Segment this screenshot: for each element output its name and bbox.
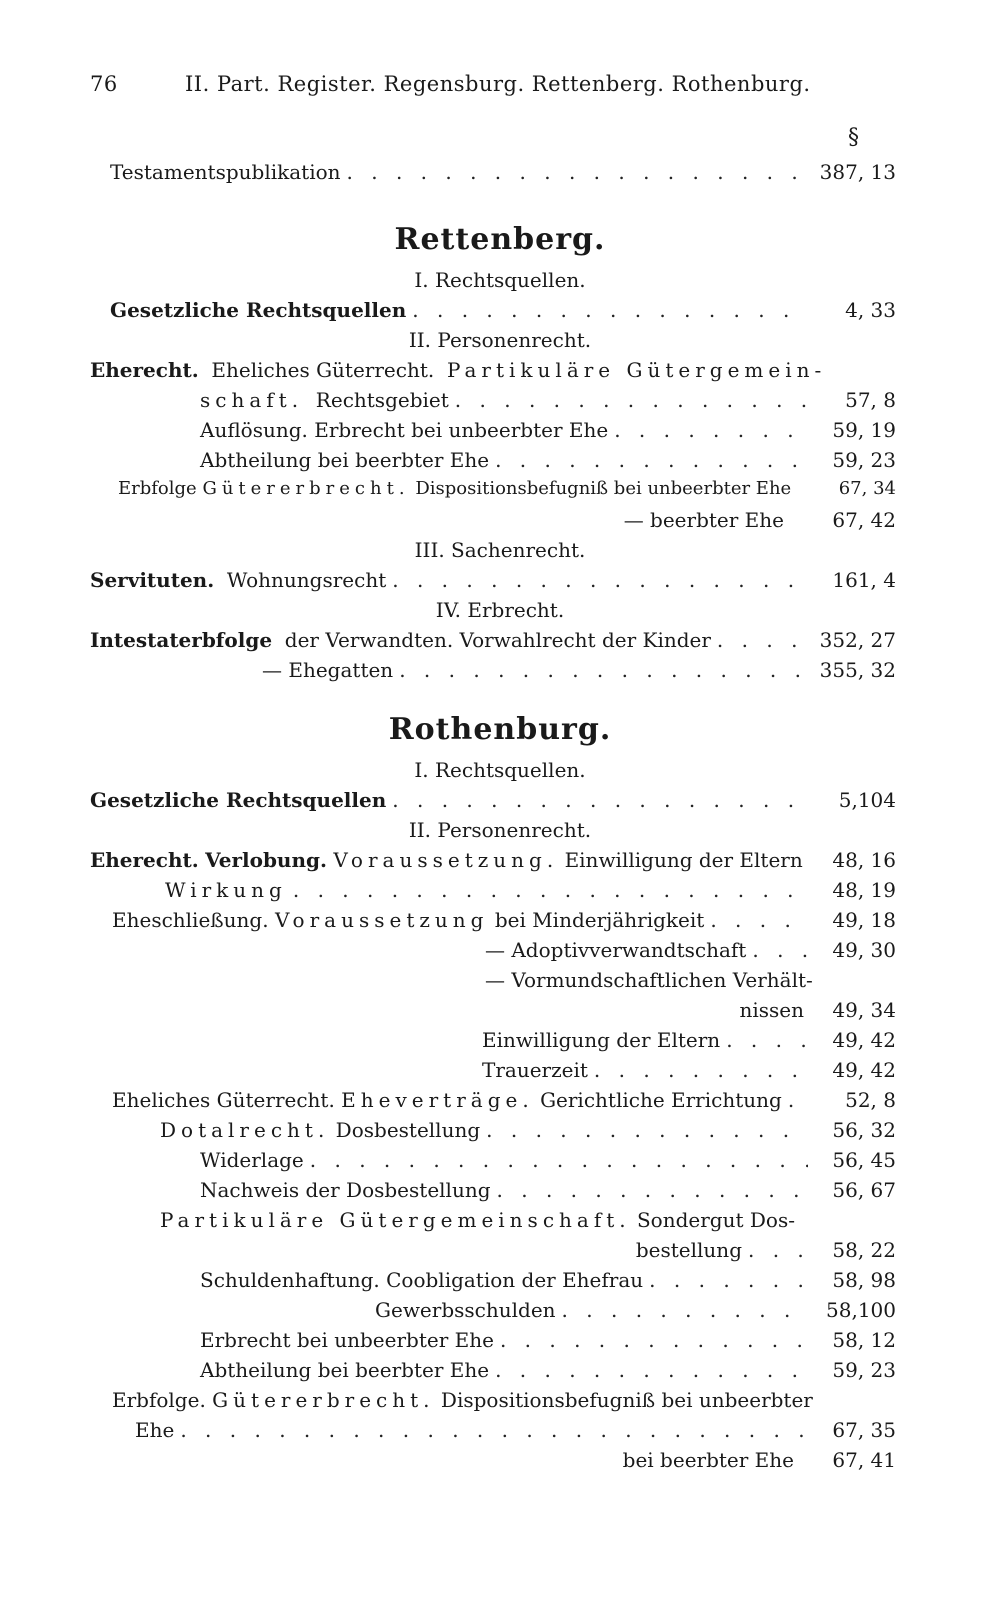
index-entry: Nachweis der Dosbestellung . . . 56, 67 (200, 1178, 896, 1208)
index-entry: Eherecht. Eheliches Güterrecht. Partikuläre Gütergemein- (90, 358, 827, 382)
index-entry: Trauerzeit . . . 49, 42 (482, 1058, 896, 1088)
subsection-heading: I. Rechtsquellen. (414, 758, 586, 782)
index-entry: schaft. Rechtsgebiet . . . 57, 8 (120, 388, 896, 418)
index-entry: Abtheilung bei beerbter Ehe . . . 59, 23 (200, 448, 896, 478)
index-entry: Gesetzliche Rechtsquellen . . . 5,104 (90, 788, 896, 818)
index-entry: Eherecht. Verlobung. Voraussetzung. Einwilligung der Eltern 48, 16 (90, 848, 896, 872)
index-entry: Erbfolge. Gütererbrecht. Dispositionsbefugniß bei unbeerbter (112, 1388, 813, 1412)
index-entry: Dotalrecht. Dosbestellung . . . 56, 32 (160, 1118, 896, 1148)
running-header (90, 72, 890, 96)
index-entry: — Vormundschaftlichen Verhält- (485, 968, 813, 992)
index-entry: Ehe . . . 67, 35 (135, 1418, 896, 1448)
index-entry: Abtheilung bei beerbter Ehe . . . 59, 23 (200, 1358, 896, 1388)
index-entry: Partikuläre Gütergemeinschaft. Sondergut Dos- (160, 1208, 795, 1232)
index-entry: Widerlage . . . 56, 45 (200, 1148, 896, 1178)
index-entry: Erbrecht bei unbeerbter Ehe . . . 58, 12 (200, 1328, 896, 1358)
index-entry: Auflösung. Erbrecht bei unbeerbter Ehe . . . 59, 19 (200, 418, 896, 448)
subsection-heading: III. Sachenrecht. (414, 538, 586, 562)
index-entry: — Ehegatten . . . 355, 32 (262, 658, 896, 688)
index-entry: bestellung . . . 58, 22 (110, 1238, 896, 1268)
index-entry: Gewerbsschulden . . . 58,100 (375, 1298, 896, 1328)
index-entry: Testamentspublikation . . . 387, 13 (110, 160, 896, 190)
running-title: II. Part. Register. Regensburg. Rettenberg. Rothenburg. (185, 72, 811, 96)
index-entry: bei beerbter Ehe 67, 41 (622, 1448, 896, 1472)
index-entry: — beerbter Ehe 67, 42 (623, 508, 896, 532)
page-number: 76 (90, 72, 118, 96)
index-entry: Servituten. Wohnungsrecht . . . 161, 4 (90, 568, 896, 598)
index-entry: Eheliches Güterrecht. Eheverträge. Gerichtliche Errichtung . . . 52, 8 (112, 1088, 896, 1118)
subsection-heading: IV. Erbrecht. (435, 598, 565, 622)
index-entry: Erbfolge Gütererbrecht. Dispositionsbefugniß bei unbeerbter Ehe 67, 34 (118, 478, 896, 499)
subsection-heading: II. Personenrecht. (408, 328, 592, 352)
subsection-heading: II. Personenrecht. (408, 818, 592, 842)
index-entry: nissen 49, 34 (739, 998, 896, 1022)
index-entry: — Adoptivverwandtschaft . . . 49, 30 (485, 938, 896, 968)
subsection-heading: I. Rechtsquellen. (414, 268, 586, 292)
index-entry: Gesetzliche Rechtsquellen . . . 4, 33 (110, 298, 896, 328)
section-title-rettenberg: Rettenberg. (394, 222, 606, 257)
section-mark: § (848, 125, 859, 150)
index-entry: Einwilligung der Eltern . . . 49, 42 (482, 1028, 896, 1058)
section-title-rothenburg: Rothenburg. (388, 712, 612, 747)
index-entry: Wirkung . . . 48, 19 (165, 878, 896, 908)
index-entry: Schuldenhaftung. Coobligation der Ehefrau . . . 58, 98 (200, 1268, 896, 1298)
index-entry: Eheschließung. Voraussetzung bei Minderjährigkeit . . . 49, 18 (112, 908, 896, 938)
index-entry: Intestaterbfolge der Verwandten. Vorwahlrecht der Kinder . . . 352, 27 (90, 628, 896, 658)
